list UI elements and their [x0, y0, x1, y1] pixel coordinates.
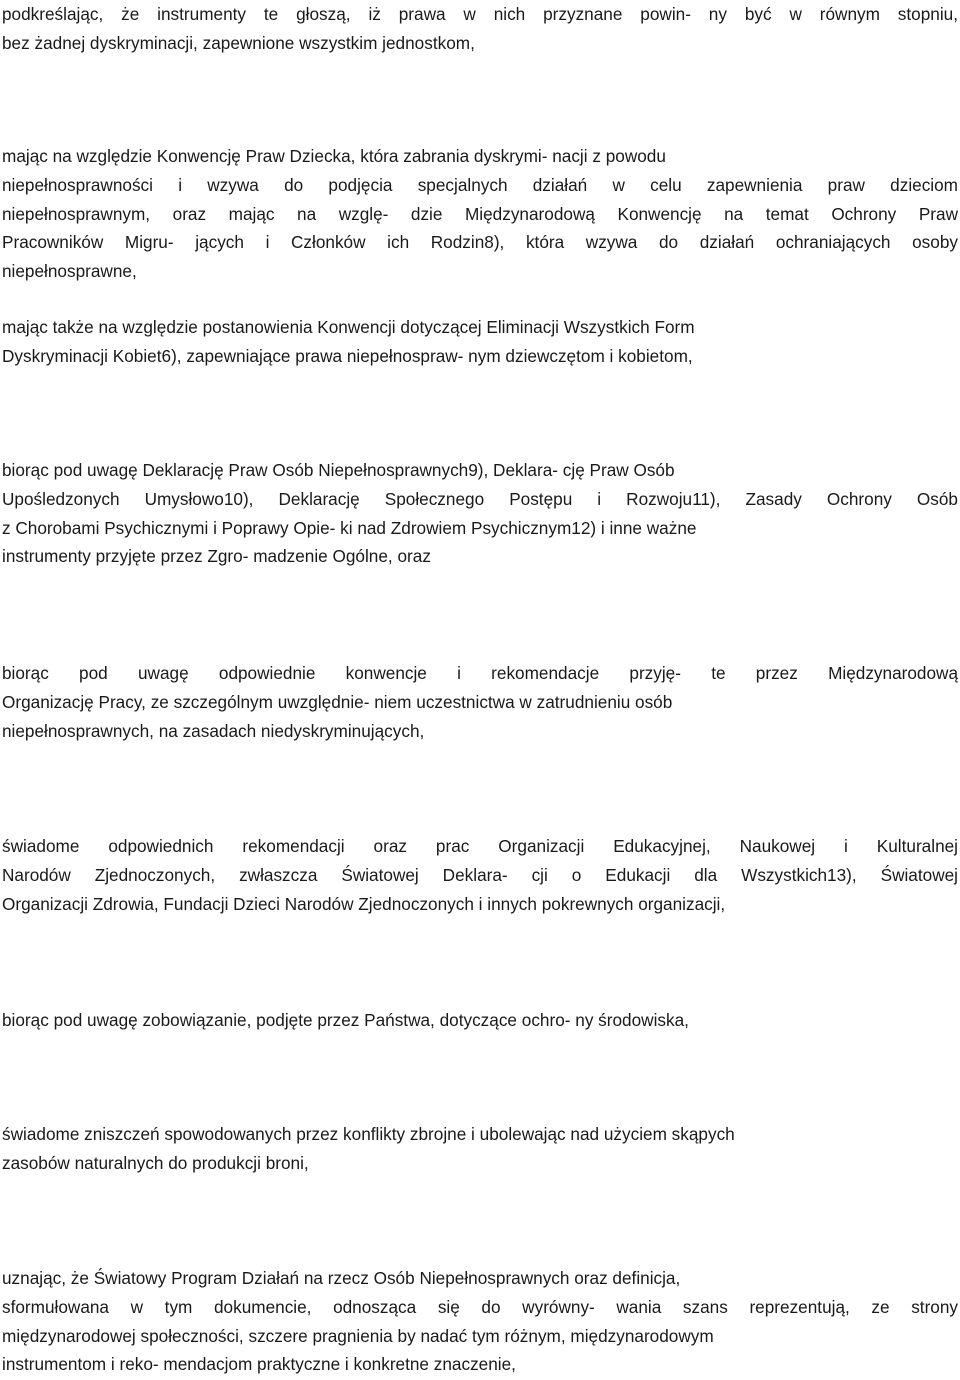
- text-line: mając także na względzie postanowienia Konwencji dotyczącej Eliminacji Wszystkich Form: [2, 317, 695, 337]
- text-line: świadome odpowiednich rekomendacji oraz prac Organizacji Edukacyjnej, Naukowej i Kulturalnej: [2, 836, 958, 856]
- text-line: Narodów Zjednoczonych, zwłaszcza Światowej Deklara- cji o Edukacji dla Wszystkich13), Światowej: [2, 864, 958, 885]
- paragraph-4: [2, 456, 958, 571]
- text-line: instrumenty przyjęte przez Zgro- madzenie Ogólne, oraz: [2, 546, 431, 567]
- text-line: niepełnosprawnych, na zasadach niedyskryminujących,: [2, 720, 425, 741]
- text-line: świadome zniszczeń spowodowanych przez konflikty zbrojne i ubolewając nad użyciem skąpych: [2, 1124, 735, 1144]
- paragraph-9: [2, 1264, 958, 1379]
- text-line: Organizację Pracy, ze szczególnym uwzględnie- niem uczestnictwa w zatrudnieniu osób: [2, 691, 673, 712]
- paragraph-1: [2, 0, 958, 58]
- text-line: biorąc pod uwagę zobowiązanie, podjęte przez Państwa, dotyczące ochro- ny środowiska,: [2, 1010, 689, 1030]
- text-line: biorąc pod uwagę Deklarację Praw Osób Niepełnosprawnych9), Deklara- cję Praw Osób: [2, 460, 675, 480]
- text-line: Pracowników Migru- jących i Członków ich Rodzin8), która wzywa do działań ochraniających osoby: [2, 232, 958, 253]
- text-line: Upośledzonych Umysłowo10), Deklarację Społecznego Postępu i Rozwoju11), Zasady Ochrony Osób: [2, 488, 958, 509]
- text-line: podkreślając, że instrumenty te głoszą, iż prawa w nich przyznane powin- ny być w równym stopniu,: [2, 4, 958, 24]
- text-line: niepełnosprawności i wzywa do podjęcia specjalnych działań w celu zapewnienia praw dzieciom: [2, 174, 958, 195]
- paragraph-7: [2, 1006, 958, 1035]
- text-line: bez żadnej dyskryminacji, zapewnione wszystkim jednostkom,: [2, 32, 475, 53]
- text-line: z Chorobami Psychicznymi i Poprawy Opie- ki nad Zdrowiem Psychicznym12) i inne ważne: [2, 517, 697, 538]
- text-line: międzynarodowej społeczności, szczere pragnienia by nadać tym różnym, międzynarodowym: [2, 1325, 714, 1346]
- paragraph-5: [2, 659, 958, 745]
- text-line: Dyskryminacji Kobiet6), zapewniające prawa niepełnospraw- nym dziewczętom i kobietom,: [2, 345, 693, 366]
- text-line: uznając, że Światowy Program Działań na rzecz Osób Niepełnosprawnych oraz definicja,: [2, 1268, 681, 1288]
- text-line: Organizacji Zdrowia, Fundacji Dzieci Narodów Zjednoczonych i innych pokrewnych organizacji,: [2, 893, 726, 914]
- paragraph-6: [2, 832, 958, 918]
- paragraph-2: [2, 142, 958, 286]
- paragraph-3: [2, 313, 958, 371]
- text-line: mając na względzie Konwencję Praw Dziecka, która zabrania dyskrymi- nacji z powodu: [2, 146, 666, 166]
- text-line: niepełnosprawne,: [2, 261, 137, 282]
- text-line: biorąc pod uwagę odpowiednie konwencje i rekomendacje przyję- te przez Międzynarodową: [2, 663, 958, 683]
- text-line: niepełnosprawnym, oraz mając na wzglę- dzie Międzynarodową Konwencję na temat Ochrony Praw: [2, 203, 958, 224]
- text-line: instrumentom i reko- mendacjom praktyczne i konkretne znaczenie,: [2, 1354, 516, 1375]
- text-line: sformułowana w tym dokumencie, odnosząca się do wyrówny- wania szans reprezentują, ze strony: [2, 1296, 958, 1317]
- text-line: zasobów naturalnych do produkcji broni,: [2, 1152, 309, 1173]
- paragraph-8: [2, 1120, 958, 1178]
